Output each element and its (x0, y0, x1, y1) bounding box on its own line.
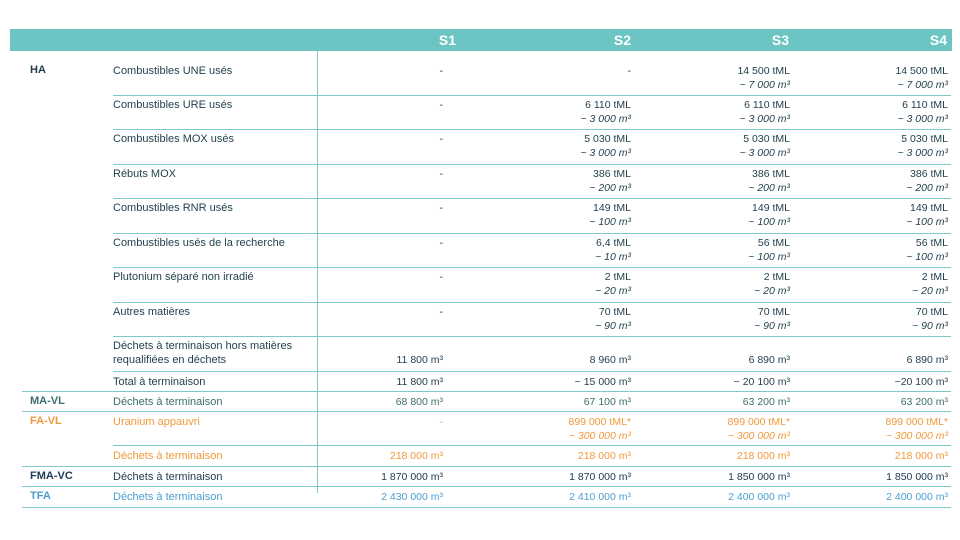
row-separator (22, 486, 951, 487)
cell-s3: 386 tML ~ 200 m³ (748, 168, 790, 194)
cell-s3: 218 000 m³ (736, 450, 790, 462)
category-label: FMA-VC (30, 470, 73, 482)
row-label: Combustibles URE usés (113, 99, 233, 111)
cell-s1: 1 870 000 m³ (381, 471, 443, 483)
row-label: Plutonium séparé non irradié (113, 271, 254, 283)
cell-s4: 2 tML ~ 20 m³ (912, 271, 948, 297)
cell-s1: - (439, 202, 443, 214)
row-separator (22, 466, 951, 467)
cell-s2: 899 000 tML* ~ 300 000 m³ (568, 416, 631, 442)
cell-s4: 2 400 000 m³ (886, 491, 948, 503)
row-separator (22, 391, 951, 392)
cell-s1: - (439, 168, 443, 180)
cell-s3: 149 tML ~ 100 m³ (748, 202, 790, 228)
cell-s3: 6 890 m³ (748, 354, 790, 366)
header-s3: S3 (771, 32, 789, 48)
row-separator (113, 129, 951, 130)
cell-s2: 2 tML ~ 20 m³ (595, 271, 631, 297)
cell-s2: 6 110 tML ~ 3 000 m³ (580, 99, 631, 125)
cell-s4: 1 850 000 m³ (886, 471, 948, 483)
cell-s4: 6 110 tML ~ 3 000 m³ (897, 99, 948, 125)
cell-s1: - (439, 237, 443, 249)
header-s2: S2 (613, 32, 631, 48)
cell-s3: 2 400 000 m³ (728, 491, 790, 503)
cell-s4: ~20 100 m³ (894, 376, 948, 388)
cell-s3: 899 000 tML* ~ 300 000 m³ (727, 416, 790, 442)
row-label: Combustibles usés de la recherche (113, 237, 285, 249)
cell-s1: - (439, 65, 443, 77)
category-label: MA-VL (30, 395, 65, 407)
row-label: Déchets à terminaison (113, 450, 223, 462)
cell-s3: 56 tML ~ 100 m³ (748, 237, 790, 263)
cell-s4: 14 500 tML ~ 7 000 m³ (895, 65, 948, 91)
row-label: Combustibles MOX usés (113, 133, 235, 145)
row-label: Déchets à terminaison (113, 396, 223, 408)
cell-s4: 70 tML ~ 90 m³ (912, 306, 948, 332)
cell-s1: 11 800 m³ (396, 376, 443, 388)
cell-s4: 63 200 m³ (900, 396, 948, 408)
cell-s3: 1 850 000 m³ (728, 471, 790, 483)
header-s1: S1 (438, 32, 456, 48)
cell-s3: ~ 20 100 m³ (733, 376, 790, 388)
cell-s2: 6,4 tML ~ 10 m³ (595, 237, 631, 263)
table-header (10, 29, 952, 51)
category-label: HA (30, 64, 46, 76)
row-separator (113, 302, 951, 303)
cell-s1: - (439, 133, 443, 145)
row-label: Rébuts MOX (113, 168, 176, 180)
cell-s4: 5 030 tML ~ 3 000 m³ (897, 133, 948, 159)
cell-s2: 218 000 m³ (577, 450, 631, 462)
row-separator (22, 411, 951, 412)
cell-s3: 70 tML ~ 90 m³ (754, 306, 790, 332)
cell-s1: - (439, 271, 443, 283)
cell-s1: 2 430 000 m³ (381, 491, 443, 503)
row-separator (113, 371, 951, 372)
cell-s1: 68 800 m³ (395, 396, 443, 408)
cell-s2: 1 870 000 m³ (569, 471, 631, 483)
column-divider (317, 51, 318, 493)
row-label: Uranium appauvri (113, 416, 200, 428)
cell-s3: 63 200 m³ (742, 396, 790, 408)
cell-s3: 14 500 tML ~ 7 000 m³ (737, 65, 790, 91)
cell-s4: 386 tML ~ 200 m³ (906, 168, 948, 194)
row-label: Total à terminaison (113, 376, 206, 388)
cell-s1: 11 800 m³ (396, 354, 443, 366)
cell-s2: ~ 15 000 m³ (574, 376, 631, 388)
cell-s3: 5 030 tML ~ 3 000 m³ (739, 133, 790, 159)
header-s4: S4 (929, 32, 947, 48)
cell-s1: 218 000 m³ (389, 450, 443, 462)
cell-s2: 5 030 tML ~ 3 000 m³ (580, 133, 631, 159)
row-label: Combustibles UNE usés (113, 65, 233, 77)
cell-s2: - (627, 65, 631, 77)
row-separator (113, 336, 951, 337)
cell-s1: - (439, 99, 443, 111)
row-separator (113, 164, 951, 165)
cell-s3: 6 110 tML ~ 3 000 m³ (739, 99, 790, 125)
cell-s4: 56 tML ~ 100 m³ (906, 237, 948, 263)
cell-s4: 899 000 tML* ~ 300 000 m³ (885, 416, 948, 442)
cell-s2: 2 410 000 m³ (569, 491, 631, 503)
row-label: Déchets à terminaison (113, 471, 223, 483)
cell-s2: 67 100 m³ (583, 396, 631, 408)
cell-s2: 8 960 m³ (589, 354, 631, 366)
category-label: FA-VL (30, 415, 62, 427)
cell-s4: 149 tML ~ 100 m³ (906, 202, 948, 228)
cell-s2: 386 tML ~ 200 m³ (589, 168, 631, 194)
row-separator (113, 445, 951, 446)
cell-s1: - (439, 306, 443, 318)
category-label: TFA (30, 490, 51, 502)
row-separator (113, 95, 951, 96)
row-label: Déchets à terminaison (113, 491, 223, 503)
row-separator (113, 233, 951, 234)
cell-s2: 149 tML ~ 100 m³ (589, 202, 631, 228)
cell-s4: 218 000 m³ (894, 450, 948, 462)
row-separator (113, 198, 951, 199)
cell-s2: 70 tML ~ 90 m³ (595, 306, 631, 332)
row-separator (22, 507, 951, 508)
cell-s1: - (439, 416, 443, 428)
cell-s4: 6 890 m³ (906, 354, 948, 366)
row-separator (113, 267, 951, 268)
row-label: Autres matières (113, 306, 191, 318)
cell-s3: 2 tML ~ 20 m³ (754, 271, 790, 297)
row-label: Déchets à terminaison hors matières requalifiées en déchets (113, 340, 293, 366)
row-label: Combustibles RNR usés (113, 202, 233, 214)
